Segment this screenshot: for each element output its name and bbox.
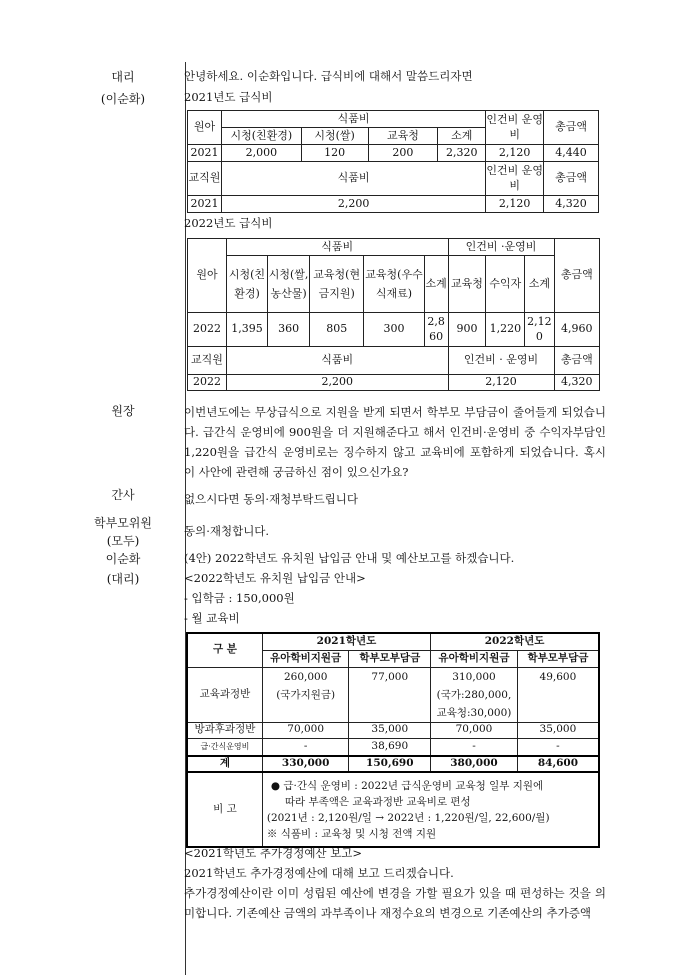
table-cell: 2,120 [486, 196, 544, 213]
col-header: 식품비 [221, 162, 485, 196]
table-row [188, 145, 599, 162]
col-header: 소계 [438, 128, 486, 145]
col-header: 교육청(현금지원) [310, 256, 364, 313]
table-cell: 49,600 [517, 667, 599, 722]
table-cell: - [517, 738, 599, 756]
col-header: 원아 [188, 239, 227, 313]
row-header: 교직원 [188, 347, 227, 375]
table-cell: 4,960 [554, 313, 599, 347]
table-cell: 교육청:30,000) [436, 706, 512, 719]
row-header: 급·간식운영비 [187, 738, 262, 756]
parents-statement: 동의·재청합니다. [184, 524, 270, 538]
table-row [188, 313, 600, 347]
col-header: 시청(쌀) [301, 128, 368, 145]
col-header: 원아 [188, 111, 222, 145]
col-header: 총금액 [554, 347, 599, 375]
table-cell: 200 [368, 145, 438, 162]
table-cell: 77,000 [349, 667, 431, 722]
section-title-2022: 2022년도 급식비 [184, 216, 273, 230]
table-cell: 2022 [188, 313, 227, 347]
section-title-2021: 2021년도 급식비 [184, 90, 273, 104]
table-cell: 2,860 [424, 313, 448, 347]
speaker-label: 간사 [111, 488, 135, 502]
col-header: 2022학년도 [431, 633, 599, 650]
col-header: 교육청 [448, 256, 486, 313]
table-row [187, 756, 599, 772]
table-cell: 300 [364, 313, 425, 347]
table-cell: (국가지원금) [276, 688, 336, 701]
col-header: 인건비 운영비 [486, 111, 544, 145]
col-header: 시청(쌀,농산물) [268, 256, 310, 313]
table-cell: 260,000 [283, 670, 328, 683]
table-row [187, 667, 599, 722]
speaker-label: 학부모위원 [94, 516, 152, 530]
table-cell: 330,000 [262, 756, 349, 772]
table-cell: 2,120 [525, 313, 554, 347]
table-cell: 2021 [188, 196, 222, 213]
col-header: 소계 [424, 256, 448, 313]
budget-intro: 2021학년도 추가경정예산에 대해 보고 드리겠습니다. [184, 866, 454, 880]
table-row [187, 738, 599, 756]
note-line: (2021년 : 2,120원/일 → 2022년 : 1,220원/일, 22,600/월) [266, 811, 550, 824]
table-cell: 2,120 [448, 375, 554, 391]
col-header: 유아학비지원금 [431, 650, 518, 667]
col-header: 시청(친환경) [226, 256, 267, 313]
speaker-name: (이순화) [100, 92, 146, 106]
table-cell: 310,000 [452, 670, 496, 683]
table-cell: 2,120 [486, 145, 544, 162]
row-header: 방과후과정반 [187, 722, 262, 738]
table-cell: 70,000 [431, 722, 518, 738]
table-cell: 4,320 [554, 375, 599, 391]
budget-paragraph: 추가경정예산이란 이미 성립된 예산에 변경을 가할 필요가 있을 때 편성하는 것을 의미합니다. 기존예산 금액의 과부족이나 재정수요의 변경으로 기존예산의 추가증액 [184, 886, 606, 920]
meal-cost-2022-table [187, 238, 600, 391]
table-cell: 35,000 [349, 722, 431, 738]
table-cell: - [431, 738, 518, 756]
budget-title: <2021학년도 추가경정예산 보고> [184, 846, 363, 860]
table-cell: 2022 [188, 375, 227, 391]
table-cell: 360 [268, 313, 310, 347]
col-header: 구 분 [187, 633, 262, 667]
list-item: - 월 교육비 [184, 611, 240, 625]
col-header: 인건비 · 운영비 [448, 347, 554, 375]
table-cell: 84,600 [517, 756, 599, 772]
table-cell: 2,000 [221, 145, 301, 162]
table-cell: 120 [301, 145, 368, 162]
table-cell: 380,000 [431, 756, 518, 772]
col-header: 시청(친환경) [221, 128, 301, 145]
table-cell: 4,320 [544, 196, 599, 213]
speaker-label: 이순화 [105, 552, 141, 566]
director-statement: 이번년도에는 무상급식으로 지원을 받게 되면서 학부모 부담금이 줄어들게 되었습니다. 급간식 운영비에 900원을 더 지원해준다고 해서 인건비·운영비 중 수익자부담인 1,220원을 급간식 운영비로는 징수하지 않고 교육비에 포함하게 되었습니다. 혹시 이 사안에 관련해 궁금하신 점이 있으신가요? [184, 405, 606, 479]
table-cell: 805 [310, 313, 364, 347]
col-header: 수익자 [486, 256, 525, 313]
col-header: 2021학년도 [262, 633, 430, 650]
col-header: 총금액 [544, 111, 599, 145]
intro-text: 안녕하세요. 이순화입니다. 급식비에 대해서 말씀드리자면 [184, 69, 473, 83]
table-cell: - [262, 738, 349, 756]
meal-cost-2021-table [187, 110, 599, 213]
table-cell: 2,200 [221, 196, 485, 213]
col-header: 학부모부담금 [517, 650, 599, 667]
table-row [187, 722, 599, 738]
list-item: - 입학금 : 150,000원 [184, 591, 295, 605]
note-line: ※ 식품비 : 교육청 및 시청 전액 지원 [266, 827, 437, 840]
table-cell: 35,000 [517, 722, 599, 738]
table-cell: 4,440 [544, 145, 599, 162]
agenda-item: (4안) 2022학년도 유치원 납입금 안내 및 예산보고를 하겠습니다. [184, 551, 515, 565]
table-row [188, 196, 599, 213]
col-header: 학부모부담금 [349, 650, 431, 667]
col-header: 식품비 [226, 239, 448, 256]
table-cell: 900 [448, 313, 486, 347]
speaker-label: 원장 [111, 404, 135, 418]
row-header: 교육과정반 [187, 667, 262, 722]
note-line: 따라 부족액은 교육과정반 교육비로 편성 [284, 795, 471, 808]
table-row [188, 375, 600, 391]
speaker-label: 대리 [111, 70, 135, 84]
speaker-sub: (모두) [106, 534, 140, 548]
secretary-statement: 없으시다면 동의·재청부탁드립니다 [184, 492, 358, 506]
table-cell: 70,000 [262, 722, 349, 738]
notice-title: <2022학년도 유치원 납입금 안내> [184, 571, 366, 585]
row-header: 계 [187, 756, 262, 772]
col-header: 식품비 [221, 111, 485, 128]
col-header: 총금액 [544, 162, 599, 196]
note-line: ● 급·간식 운영비 : 2022년 급식운영비 교육청 일부 지원에 [270, 779, 544, 792]
table-cell: 150,690 [349, 756, 431, 772]
table-cell: 38,690 [349, 738, 431, 756]
col-header: 교육청 [368, 128, 438, 145]
table-cell: 2021 [188, 145, 222, 162]
table-cell: 1,220 [486, 313, 525, 347]
row-header: 비 고 [187, 772, 262, 847]
table-cell: (국가:280,000, [436, 688, 512, 701]
row-header: 교직원 [188, 162, 222, 196]
col-header: 소계 [525, 256, 554, 313]
col-header: 유아학비지원금 [262, 650, 349, 667]
table-cell: 2,320 [438, 145, 486, 162]
col-header: 총금액 [554, 239, 599, 313]
col-header: 교육청(우수식재료) [364, 256, 425, 313]
table-cell: 2,200 [226, 375, 448, 391]
col-header: 인건비 ·운영비 [448, 239, 554, 256]
col-header: 식품비 [226, 347, 448, 375]
speaker-sub: (대리) [106, 572, 140, 586]
col-header: 인건비 운영비 [486, 162, 544, 196]
table-cell: 1,395 [226, 313, 267, 347]
monthly-fee-table [186, 632, 600, 848]
